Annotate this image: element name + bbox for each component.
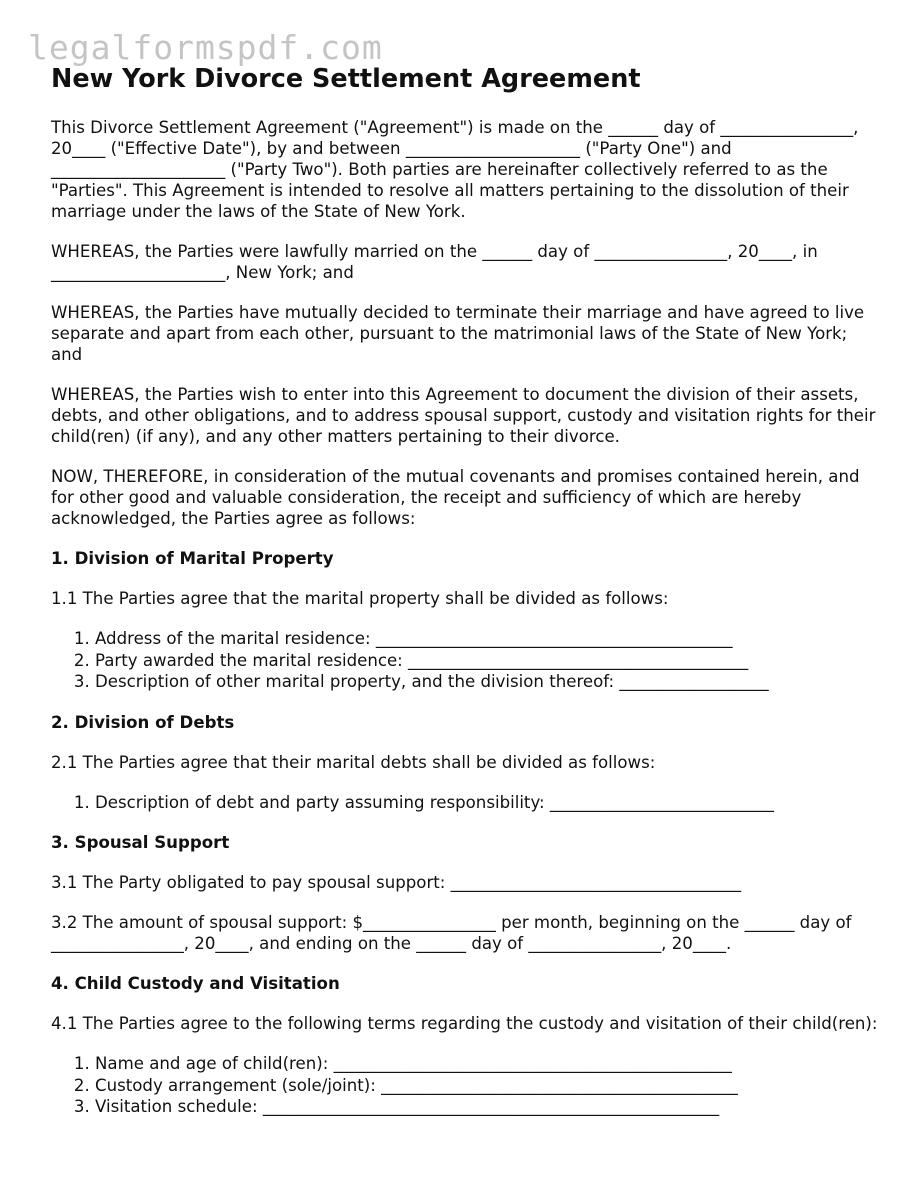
watermark-logo: legalformspdf.com: [28, 28, 383, 67]
section-2-heading: 2. Division of Debts: [51, 712, 235, 732]
list-item-other-property: 3. Description of other marital property, and the division thereof: __________________: [95, 671, 881, 693]
list-item-residence-address: 1. Address of the marital residence: ___________________________________________: [95, 628, 881, 650]
debts-list: [51, 792, 881, 814]
list-item-residence-awarded: 2. Party awarded the marital residence: _________________________________________: [95, 650, 881, 672]
list-item-custody-arrangement: 2. Custody arrangement (sole/joint): ___________________________________________: [95, 1075, 881, 1097]
whereas-agreement-paragraph: WHEREAS, the Parties wish to enter into this Agreement to document the division of their assets, debts, and other obligations, and to address spousal support, custody and visitation rights for their child(ren) (if any), and any other matters pertaining to their divorce.: [51, 385, 876, 446]
list-item-visitation-schedule: 3. Visitation schedule: _______________________________________________________: [95, 1096, 881, 1118]
clause-1-1: 1.1 The Parties agree that the marital property shall be divided as follows:: [51, 589, 669, 608]
document-title: New York Divorce Settlement Agreement: [51, 64, 641, 94]
intro-paragraph: This Divorce Settlement Agreement ("Agreement") is made on the ______ day of ________________, 20____ ("Effective Date"), by and between _____________________ ("Party One") and _____________________ ("Party Two"). Both parties are hereinafter collectively referred to as the "Parties". This Agreement is intended to resolve all matters pertaining to the dissolution of their marriage under the laws of the State of New York.: [51, 118, 859, 221]
whereas-terminate-paragraph: WHEREAS, the Parties have mutually decided to terminate their marriage and have agreed to live separate and apart from each other, pursuant to the matrimonial laws of the State of New York; and: [51, 303, 865, 364]
section-4-heading: 4. Child Custody and Visitation: [51, 974, 340, 993]
section-1-heading: 1. Division of Marital Property: [51, 549, 334, 568]
clause-3-1: 3.1 The Party obligated to pay spousal support: ___________________________________: [51, 873, 742, 892]
list-item-children-names: 1. Name and age of child(ren): ________________________________________________: [95, 1053, 881, 1075]
clause-4-1: 4.1 The Parties agree to the following terms regarding the custody and visitation of their child(ren):: [51, 1014, 878, 1033]
clause-2-1: 2.1 The Parties agree that their marital debts shall be divided as follows:: [51, 752, 656, 772]
document-body: [51, 62, 881, 1137]
section-3-heading: 3. Spousal Support: [51, 833, 230, 852]
whereas-married-paragraph: WHEREAS, the Parties were lawfully married on the ______ day of ________________, 20____, in _____________________, New York; and: [51, 242, 818, 282]
property-list: [51, 628, 881, 693]
clause-3-2: 3.2 The amount of spousal support: $________________ per month, beginning on the ______ day of ________________, 20____, and ending on the ______ day of ________________, 20____.: [51, 913, 852, 953]
now-therefore-paragraph: NOW, THEREFORE, in consideration of the mutual covenants and promises contained herein, and for other good and valuable consideration, the receipt and sufficiency of which are hereby acknowledged, the Parties agree as follows:: [51, 467, 860, 528]
custody-list: [51, 1053, 881, 1118]
list-item-debt-description: 1. Description of debt and party assuming responsibility: ___________________________: [95, 792, 881, 814]
